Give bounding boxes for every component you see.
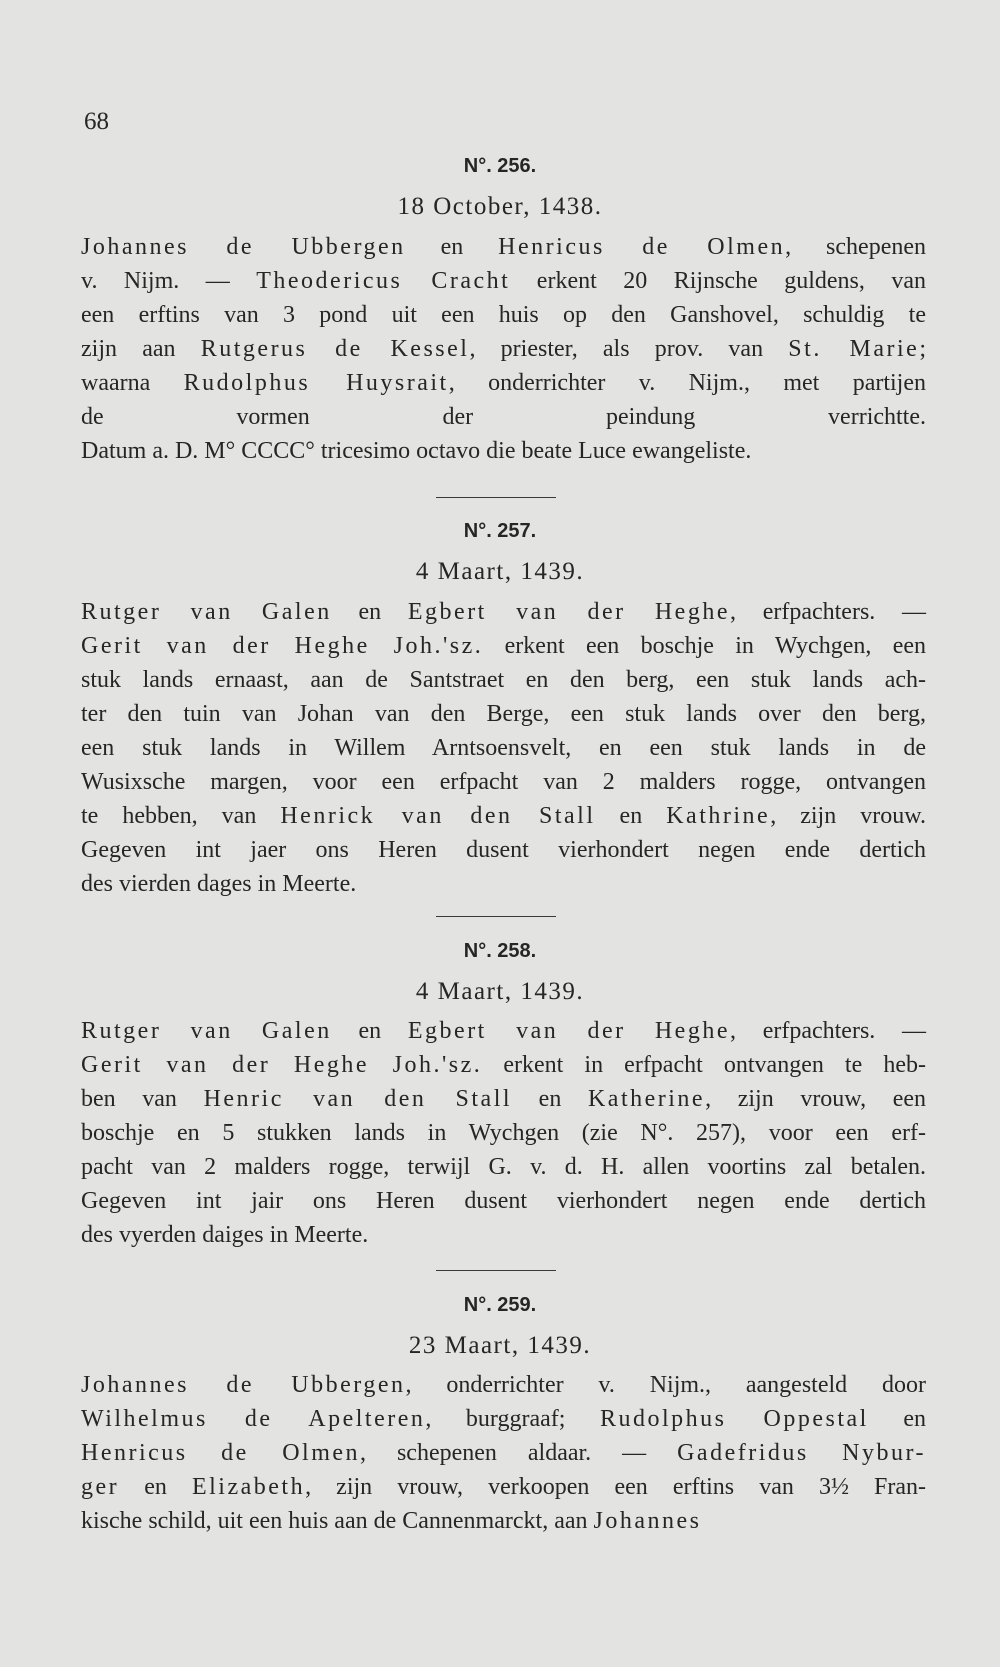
person-name: Gerit van der Heghe Joh.'sz.	[81, 1052, 483, 1078]
text-line	[81, 631, 926, 661]
person-name: Gadefridus Nybur-	[677, 1440, 926, 1466]
text-segment: Gegeven int jair ons Heren dusent vierhondert negen ende dertich	[81, 1188, 926, 1214]
text-segment: des vyerden daiges in Meerte.	[81, 1222, 369, 1248]
page-number: 68	[84, 108, 109, 135]
section-divider	[436, 1270, 556, 1271]
person-name: Johannes de Ubbergen	[81, 234, 406, 260]
person-name: Johannes de Ubbergen	[81, 1372, 406, 1398]
text-segment: en	[595, 803, 667, 829]
person-name: Rutger van Galen	[81, 599, 332, 625]
text-line	[81, 1118, 926, 1148]
text-line	[81, 1220, 926, 1250]
person-name: Rutger van Galen	[81, 1018, 332, 1044]
text-line	[81, 597, 926, 627]
person-name: Henricus de Olmen	[498, 234, 786, 260]
person-name: Henric van den Stall	[203, 1086, 513, 1112]
text-line	[81, 300, 926, 330]
text-line	[81, 1152, 926, 1182]
text-line	[81, 767, 926, 797]
text-segment: , erfpachters. —	[729, 599, 927, 625]
person-name: Rudolphus Huysrait	[183, 370, 449, 396]
person-name: Gerit van der Heghe Joh.'sz.	[81, 633, 484, 659]
text-line	[81, 869, 926, 899]
text-line	[81, 733, 926, 763]
text-line	[81, 665, 926, 695]
person-name: Egbert van der Heghe	[407, 1018, 730, 1044]
text-segment: een erftins van 3 pond uit een huis op den Ganshovel, schuldig te	[81, 302, 926, 328]
entry-number: N°. 259.	[463, 1294, 537, 1316]
entry-date: 4 Maart, 1439.	[415, 558, 585, 585]
text-line	[81, 1186, 926, 1216]
text-line	[81, 334, 926, 364]
text-segment: de vormen der peindung verrichtte.	[81, 404, 926, 430]
text-segment: , schepenen aldaar. —	[360, 1440, 678, 1466]
person-name: Rutgerus de Kessel	[200, 336, 470, 362]
text-segment: des vierden dages in Meerte.	[81, 871, 357, 897]
text-line	[81, 1050, 926, 1080]
person-name: Johannes	[593, 1508, 702, 1534]
text-segment: , schepenen	[785, 234, 926, 260]
person-name: ger	[81, 1474, 120, 1500]
text-segment: , zijn vrouw, een	[705, 1086, 927, 1112]
text-line	[81, 368, 926, 398]
text-segment: en	[119, 1474, 192, 1500]
text-segment: boschje en 5 stukken lands in Wychgen (zie N°. 257), voor een erf-	[81, 1120, 926, 1146]
text-line	[81, 1370, 926, 1400]
text-segment: pacht van 2 malders rogge, terwijl G. v. d. H. allen voortins zal betalen.	[81, 1154, 926, 1180]
person-name: St. Marie	[788, 336, 920, 362]
text-segment: en	[512, 1086, 588, 1112]
entry-number: N°. 257.	[463, 520, 537, 542]
entry-date: 18 October, 1438.	[397, 193, 603, 220]
text-segment: en	[331, 1018, 408, 1044]
text-line	[81, 1016, 926, 1046]
text-segment: , onderrichter v. Nijm., met partijen	[448, 370, 927, 396]
text-line	[81, 1472, 926, 1502]
person-name: Henricus de Olmen	[81, 1440, 361, 1466]
section-divider	[436, 916, 556, 917]
text-segment: waarna	[81, 370, 184, 396]
text-segment: en	[868, 1406, 926, 1432]
text-segment: kische schild, uit een huis aan de Cannenmarckt, aan	[81, 1508, 594, 1534]
text-line	[81, 266, 926, 296]
text-line	[81, 835, 926, 865]
text-segment: Wusixsche margen, voor een erfpacht van 2 malders rogge, ontvangen	[81, 769, 926, 795]
entry-number: N°. 256.	[463, 155, 537, 177]
text-segment: , priester, als prov. van	[469, 336, 789, 362]
person-name: Elizabeth	[191, 1474, 306, 1500]
text-line	[81, 1506, 926, 1536]
person-name: Wilhelmus de Apelteren	[81, 1406, 426, 1432]
text-line	[81, 1438, 926, 1468]
text-line	[81, 801, 926, 831]
text-segment: Datum a. D. M° CCCC° tricesimo octavo die beate Luce ewangeliste.	[81, 438, 752, 464]
text-segment: , zijn vrouw.	[770, 803, 926, 829]
text-segment: ;	[919, 336, 927, 362]
text-segment: ben van	[81, 1086, 204, 1112]
entry-date: 4 Maart, 1439.	[415, 978, 585, 1005]
text-segment: ter den tuin van Johan van den Berge, een stuk lands over den berg,	[81, 701, 926, 727]
text-segment: en	[331, 599, 408, 625]
text-segment: te hebben, van	[81, 803, 281, 829]
text-line	[81, 1084, 926, 1114]
text-segment: erkent in erfpacht ontvangen te heb-	[482, 1052, 926, 1078]
text-segment: erkent een boschje in Wychgen, een	[483, 633, 927, 659]
text-line	[81, 699, 926, 729]
text-segment: en	[405, 234, 499, 260]
text-line	[81, 436, 926, 466]
text-line	[81, 402, 926, 432]
text-segment: zijn aan	[81, 336, 201, 362]
entry-number: N°. 258.	[463, 940, 537, 962]
person-name: Henrick van den Stall	[280, 803, 596, 829]
person-name: Rudolphus Oppestal	[599, 1406, 869, 1432]
entry-date: 23 Maart, 1439.	[408, 1332, 592, 1359]
text-line	[81, 1404, 926, 1434]
text-segment: v. Nijm. —	[81, 268, 257, 294]
text-line	[81, 232, 926, 262]
text-segment: erkent 20 Rijnsche guldens, van	[510, 268, 926, 294]
person-name: Egbert van der Heghe	[407, 599, 730, 625]
text-segment: een stuk lands in Willem Arntsoensvelt, en een stuk lands in de	[81, 735, 926, 761]
person-name: Kathrine	[666, 803, 771, 829]
text-segment: Gegeven int jaer ons Heren dusent vierhondert negen ende dertich	[81, 837, 926, 863]
text-segment: , burggraaf;	[425, 1406, 600, 1432]
text-segment: , erfpachters. —	[729, 1018, 927, 1044]
text-segment: , zijn vrouw, verkoopen een erftins van 3½ Fran-	[305, 1474, 926, 1500]
text-segment: stuk lands ernaast, aan de Santstraet en den berg, een stuk lands ach-	[81, 667, 926, 693]
text-segment: , onderrichter v. Nijm., aangesteld door	[405, 1372, 926, 1398]
person-name: Katherine	[587, 1086, 706, 1112]
person-name: Theodericus Cracht	[256, 268, 511, 294]
section-divider	[436, 497, 556, 498]
